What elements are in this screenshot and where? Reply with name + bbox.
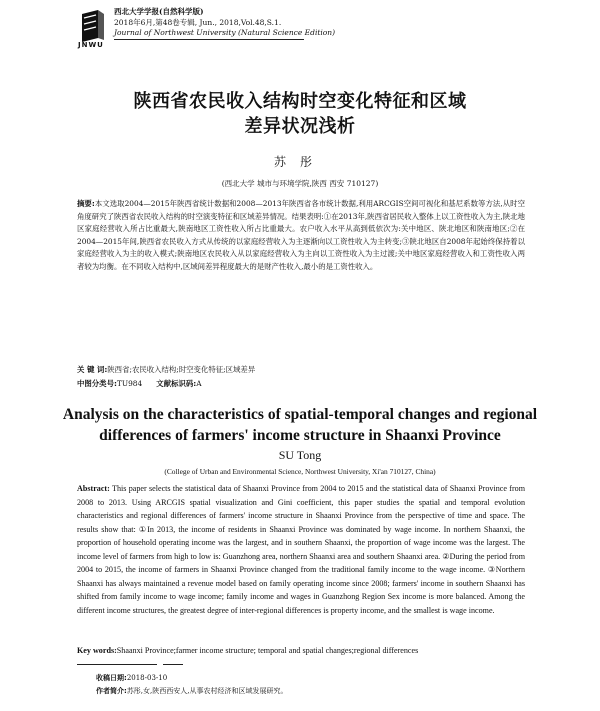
author-bio-text: 苏彤,女,陕西西安人,从事农村经济和区域发展研究。 <box>126 687 288 695</box>
author-bio <box>96 686 288 696</box>
clc-value: TU984 <box>116 379 143 388</box>
en-abstract-text: This paper selects the statistical data of Shaanxi Province from 2004 to 2015 and the statistical data of Shaanxi Province from 2008 to 2013. Using ARCGIS spatial visualization and Gini coefficient, this paper studies the spatial and temporal evolution characteristics and regional differences of farmers' income structure in Shaanxi Province from the perspective of time and space. The results show that: ①In 2013, the income of residents in Shaanxi Province was dominated by wage income. In northern Shaanxi, the proportion of household operating income was the largest, and in southern Shaanxi, the proportion of wage income was the largest. The income level of farmers from high to low is: Guanzhong area, northern Shaanxi area and southern Shaanxi area. ②During the period from 2004 to 2015, the income of farmers in Shaanxi Province changed from the traditional family income to the wage income. ③Northern Shaanxi has always maintained a revenue model based on family operating income since 2008; farmers' income in southern Shaanxi has shifted from family income to wage income; family income and wages in Guanzhong Region Sex income is more balanced. Among the different income structures, the greatest degree of inter-regional differences is property income, and the smallest is wage income. <box>77 484 525 615</box>
received-value: 2018-03-10 <box>126 674 168 682</box>
cn-keywords-label: 关 键 词: <box>77 365 108 374</box>
journal-name-cn: 西北大学学报(自然科学版) <box>114 7 204 16</box>
doc-code-label: 文献标识码: <box>156 379 197 388</box>
cn-affiliation: (西北大学 城市与环境学院,陕西 西安 710127) <box>221 179 379 188</box>
en-title-line1: Analysis on the characteristics of spatial-temporal changes and regional <box>62 406 538 423</box>
footnote-rule <box>77 664 157 665</box>
header-rule <box>114 39 304 40</box>
clc-label: 中图分类号: <box>77 379 117 388</box>
cn-title-line2: 差异状况浅析 <box>244 116 356 137</box>
cn-abstract <box>77 198 525 274</box>
en-keywords <box>77 646 525 655</box>
cn-classification <box>77 378 525 389</box>
en-abstract-label: Abstract: <box>77 484 110 493</box>
cn-abstract-text: 本文选取2004—2015年陕西省统计数据和2008—2013年陕西省各市统计数据,利用ARCGIS空间可视化和基尼系数等方法,从时空角度研究了陕西省农民收入结构的时空演变特征和区域差异情况。结果表明:①在2013年,陕西省居民收入整体上以工资性收入为主,陕北地区家庭经营收入所占比重最大,陕南地区工资性收入所占比重最大。农户收入水平从高到低依次为:关中地区、陕北地区和陕南地区;②在2004—2015年间,陕西省农民收入方式从传统的以家庭经营收入为主逐渐向以工资性收入为主转变;③陕北地区自2008年起始终保持着以家庭经营收入为主的收入模式;陕南地区农民收入从以家庭经营收入为主向以工资性收入为主过渡;关中地区家庭经营收入和工资性收入两者较为均衡。在不同收入结构中,区域间差异程度最大的是财产性收入,最小的是工资性收入。 <box>77 199 525 271</box>
en-title-line2: differences of farmers' income structure in Shaanxi Province <box>99 427 501 444</box>
issue-line: 2018年6月,第48卷专辑, Jun., 2018,Vol.48,S.1. <box>114 18 282 27</box>
author-bio-label: 作者简介: <box>96 687 127 695</box>
doc-code-value: A <box>196 379 202 388</box>
cn-author: 苏彤 <box>273 155 326 169</box>
en-keywords-label: Key words: <box>77 646 117 655</box>
logo-text: JNWU <box>78 41 104 49</box>
en-affiliation: (College of Urban and Environmental Science, Northwest University, Xi'an 710127, China) <box>164 467 436 476</box>
en-keywords-text: Shaanxi Province;farmer income structure; temporal and spatial changes;regional differences <box>116 646 419 655</box>
cn-keywords-text: 陕西省;农民收入结构;时空变化特征;区域差异 <box>107 365 256 374</box>
cn-abstract-label: 摘要: <box>77 199 95 208</box>
cn-keywords <box>77 364 525 375</box>
cn-title-line1: 陕西省农民收入结构时空变化特征和区域 <box>133 91 467 112</box>
received-date <box>96 673 167 683</box>
received-label: 收稿日期: <box>96 674 127 682</box>
journal-name-en: Journal of Northwest University (Natural Science Edition) <box>114 28 336 37</box>
en-author: SU Tong <box>278 448 322 462</box>
footnote-rule-short <box>163 664 183 665</box>
en-abstract <box>77 482 525 617</box>
